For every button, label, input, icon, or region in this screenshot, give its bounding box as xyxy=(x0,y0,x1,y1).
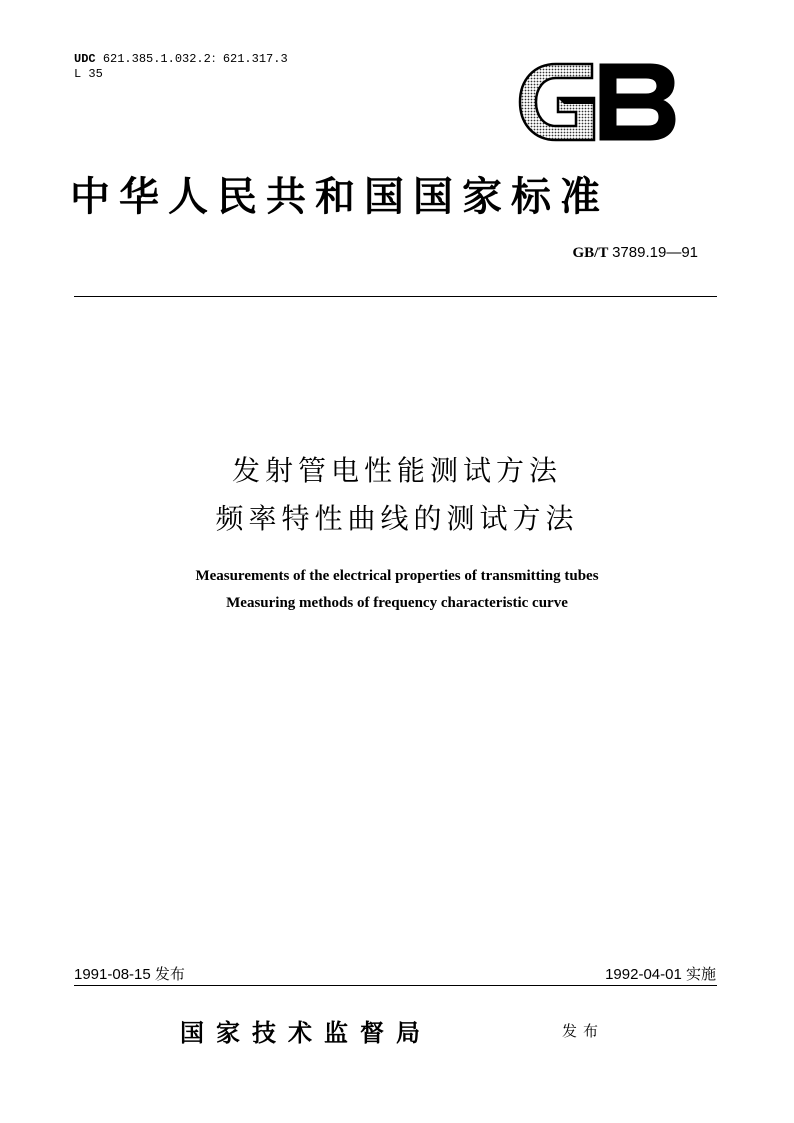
publish-label: 发布 xyxy=(562,1023,605,1040)
udc-line xyxy=(74,52,288,67)
standard-code-prefix: GB/T xyxy=(572,245,609,261)
classification-code: L 35 xyxy=(74,67,103,81)
udc-block xyxy=(74,52,288,82)
english-title-line-2: Measuring methods of frequency characteristic curve xyxy=(226,595,568,611)
logo-letter-g xyxy=(520,64,594,140)
logo-letter-b xyxy=(600,64,675,140)
standard-category: 中华人民共和国国家标准 xyxy=(70,174,609,219)
top-divider xyxy=(74,296,717,297)
english-title-line-1: Measurements of the electrical properties of transmitting tubes xyxy=(195,568,599,584)
issuing-bureau: 国家技术监督局 xyxy=(180,1021,432,1047)
chinese-title-line-2: 频率特性曲线的测试方法 xyxy=(215,503,579,534)
standard-code-number: 3789.19—91 xyxy=(612,244,698,261)
chinese-title-line-1: 发射管电性能测试方法 xyxy=(231,455,562,486)
issue-date: 1991-08-15 发布 xyxy=(74,966,185,983)
implementation-date: 1992-04-01 实施 xyxy=(605,966,716,983)
standard-code xyxy=(572,244,698,262)
bottom-divider xyxy=(74,985,717,986)
udc-label: UDC xyxy=(74,52,96,66)
gb-logo xyxy=(518,62,676,142)
udc-number: 621.385.1.032.2：621.317.3 xyxy=(102,52,288,66)
